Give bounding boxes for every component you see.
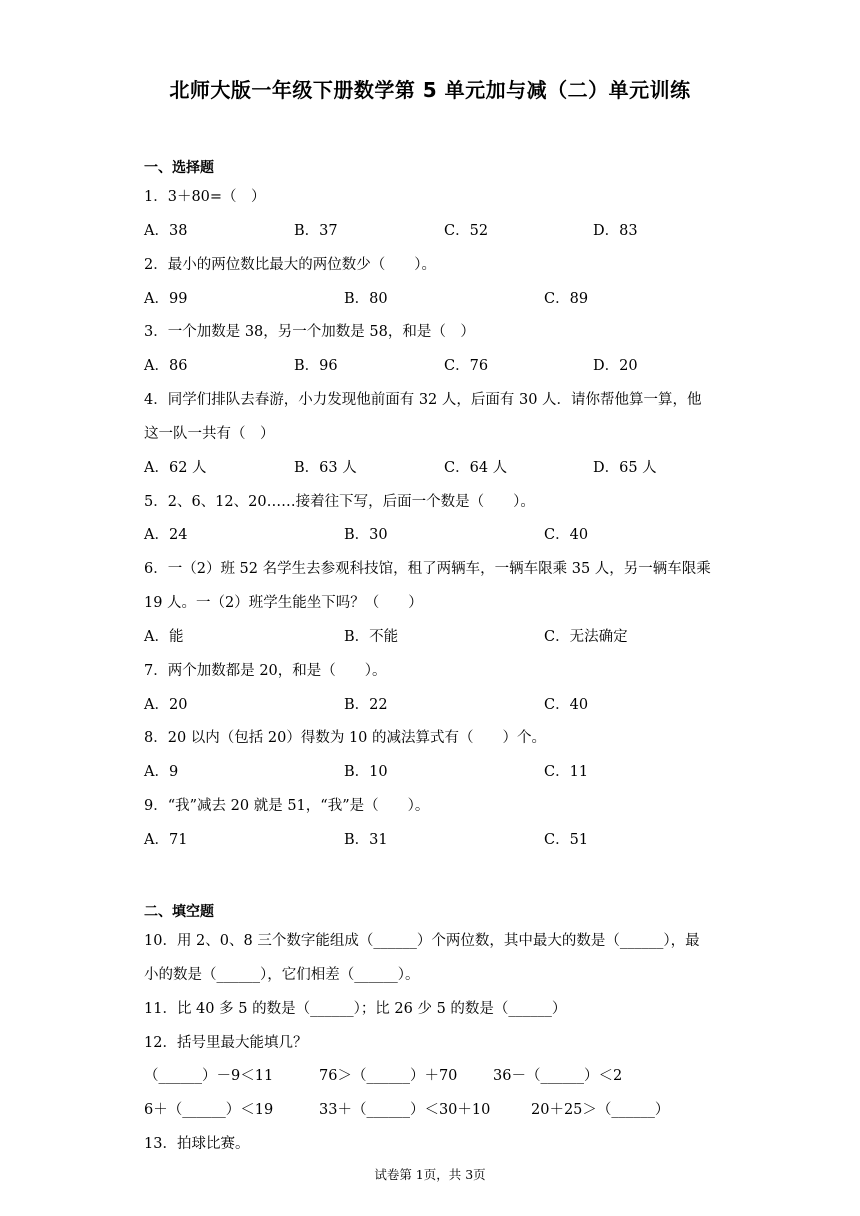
option-a: A．86 (144, 358, 188, 374)
inequality-item: 6＋（______）＜19 (144, 1102, 274, 1118)
question-10-stem-line-1: 10．用 2、0、8 三个数字能组成（______）个两位数，其中最大的数是（______），最 (144, 933, 700, 949)
question-7-stem: 7．两个加数都是 20，和是（ ）。 (144, 663, 387, 679)
inequality-item: （______）－9＜11 (144, 1068, 274, 1084)
inequality-item: 36－（______）＜2 (493, 1068, 623, 1084)
option-a: A．24 (144, 527, 188, 543)
option-c: C．64 人 (444, 460, 508, 476)
question-9-stem: 9．“我”减去 20 就是 51，“我”是（ ）。 (144, 798, 430, 814)
question-10-stem-line-2: 小的数是（______），它们相差（______）。 (144, 967, 420, 983)
option-b: B．不能 (344, 629, 399, 645)
question-2-stem: 2．最小的两位数比最大的两位数少（ ）。 (144, 257, 436, 273)
option-c: C．76 (444, 358, 489, 374)
question-2-options (144, 287, 764, 307)
question-11-stem: 11．比 40 多 5 的数是（______）；比 26 少 5 的数是（______） (144, 1001, 567, 1017)
question-12-row-1 (144, 1064, 764, 1084)
section-heading-fill: 二、填空题 (144, 904, 214, 920)
option-c: C．51 (544, 832, 589, 848)
option-c: C．52 (444, 223, 489, 239)
question-1-options (144, 219, 764, 239)
option-d: D．20 (593, 358, 638, 374)
option-d: D．83 (593, 223, 638, 239)
page-footer: 试卷第 1页，共 3页 (374, 1167, 486, 1182)
question-12-stem: 12．括号里最大能填几？ (144, 1035, 308, 1051)
question-5-options (144, 523, 764, 543)
option-c: C．40 (544, 697, 589, 713)
option-a: A．能 (144, 629, 184, 645)
option-a: A．99 (144, 291, 188, 307)
option-c: C．无法确定 (544, 629, 628, 645)
inequality-item: 76＞（______）＋70 (319, 1068, 458, 1084)
question-6-stem-line-1: 6．一（2）班 52 名学生去参观科技馆，租了两辆车，一辆车限乘 35 人，另一辆车限乘 (144, 561, 711, 577)
option-d: D．65 人 (593, 460, 657, 476)
question-13-stem: 13．拍球比赛。 (144, 1136, 250, 1152)
question-5-stem: 5．2、6、12、20……接着往下写，后面一个数是（ ）。 (144, 494, 535, 510)
option-a: A．62 人 (144, 460, 207, 476)
question-4-stem-line-1: 4．同学们排队去春游，小力发现他前面有 32 人，后面有 30 人．请你帮他算一算，他 (144, 392, 702, 408)
question-12-row-2 (144, 1098, 764, 1118)
question-3-stem: 3．一个加数是 38，另一个加数是 58，和是（ ） (144, 324, 475, 340)
option-b: B．96 (294, 358, 338, 374)
option-c: C．11 (544, 764, 589, 780)
question-9-options (144, 828, 764, 848)
question-6-options (144, 625, 764, 645)
question-4-stem-line-2: 这一队一共有（ ） (144, 426, 275, 442)
inequality-item: 20＋25＞（______） (531, 1102, 670, 1118)
question-6-stem-line-2: 19 人。一（2）班学生能坐下吗？（ ） (144, 595, 423, 611)
question-3-options (144, 354, 764, 374)
option-b: B．30 (344, 527, 388, 543)
option-c: C．89 (544, 291, 589, 307)
question-7-options (144, 693, 764, 713)
option-b: B．10 (344, 764, 388, 780)
option-a: A．38 (144, 223, 188, 239)
option-a: A．20 (144, 697, 188, 713)
option-b: B．37 (294, 223, 338, 239)
inequality-item: 33＋（______）＜30＋10 (319, 1102, 491, 1118)
question-8-stem: 8．20 以内（包括 20）得数为 10 的减法算式有（ ）个。 (144, 730, 547, 746)
option-b: B．31 (344, 832, 388, 848)
option-a: A．9 (144, 764, 179, 780)
question-4-options (144, 456, 764, 476)
option-b: B．80 (344, 291, 388, 307)
option-a: A．71 (144, 832, 188, 848)
option-b: B．63 人 (294, 460, 357, 476)
page-title: 北师大版一年级下册数学第 5 单元加与减（二）单元训练 (169, 78, 691, 102)
option-c: C．40 (544, 527, 589, 543)
question-8-options (144, 760, 764, 780)
question-1-stem: 1．3＋80=（ ） (144, 189, 266, 205)
section-heading-choice: 一、选择题 (144, 160, 214, 176)
option-b: B．22 (344, 697, 388, 713)
